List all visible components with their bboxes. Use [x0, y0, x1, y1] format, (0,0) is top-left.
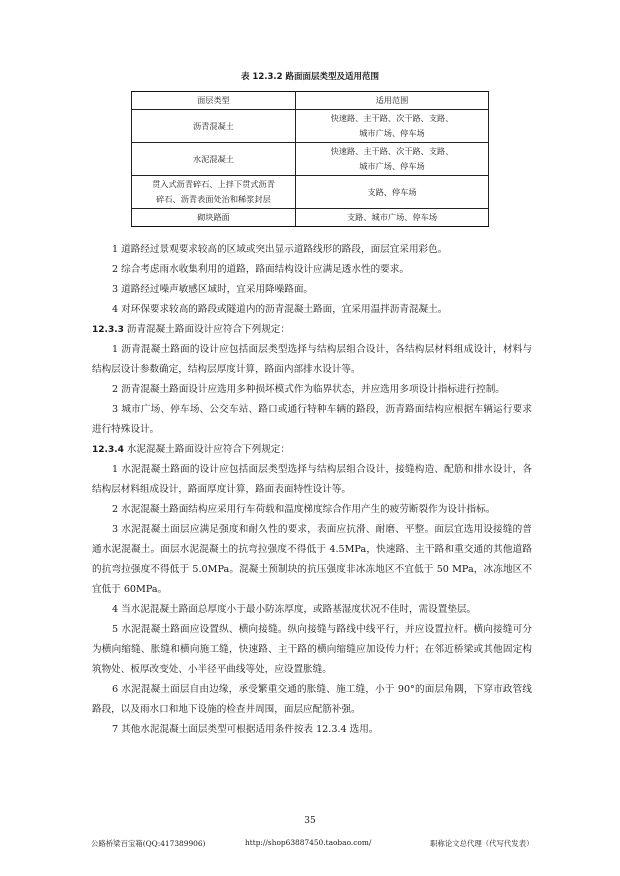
clause-item: 2 综合考虑雨水收集利用的道路，路面结构设计应满足透水性的要求。	[112, 264, 409, 275]
clause-number: 12.3.3	[92, 325, 124, 335]
clause-item: 3 水泥混凝土面层应满足强度和耐久性的要求，表面应抗滑、耐磨、平整。面层宜选用设接缝的普通水泥混凝土。面层水泥混凝土的抗弯拉强度不得低于 4.5MPa，快速路、主干路和重交通的其他道路的抗弯拉强度不得低于 5.0MPa。混凝土预制块的抗压强度非冰冻地区不宜低于 50 MPa，冰冻地区不宜低于 60MPa。	[92, 524, 532, 595]
cell-surface-type: 沥青混凝土	[132, 110, 296, 143]
footer-right-text: 职称论文总代理（代写代发表）	[430, 839, 534, 848]
footer-left-text: 公路桥梁百宝箱(QQ:417389906)	[91, 839, 206, 848]
body-text	[92, 240, 532, 740]
clause-item: 3 道路经过噪声敏感区域时，宜采用降噪路面。	[112, 284, 314, 295]
clause-heading	[92, 440, 532, 460]
cell-scope	[296, 143, 489, 176]
cell-surface-type: 水泥混凝土	[132, 143, 296, 176]
clause-item: 4 当水泥混凝土路面总厚度小于最小防冻厚度，或路基湿度状况不佳时，需设置垫层。	[112, 604, 477, 615]
surface-type-table	[131, 91, 489, 227]
type-line: 碎石、沥青表面处治和稀浆封层	[156, 194, 271, 204]
cell-scope: 支路、城市广场、停车场	[296, 209, 489, 227]
clause-item: 1 水泥混凝土路面的设计应包括面层类型选择与结构层组合设计，接缝构造、配筋和排水设计，各结构层材料组成设计，路面厚度计算，路面表面特性设计等。	[92, 464, 532, 495]
clause-item: 7 其他水泥混凝土面层类型可根据适用条件按表 12.3.4 选用。	[112, 724, 379, 735]
table-row	[132, 176, 489, 209]
clause-number: 12.3.4	[92, 445, 124, 455]
clause-heading	[92, 320, 532, 340]
cell-scope	[296, 110, 489, 143]
clause-item: 3 城市广场、停车场、公交车站、路口或通行特种车辆的路段，沥青路面结构应根据车辆运行要求进行特殊设计。	[92, 404, 532, 435]
scope-line: 快速路、主干路、次干路、支路、	[330, 146, 454, 156]
cell-surface-type: 砌块路面	[132, 209, 296, 227]
footer-center-url: http://shop63887450.taobao.com/	[245, 838, 372, 847]
clause-item: 4 对环保要求较高的路段或隧道内的沥青混凝土路面，宜采用温拌沥青混凝土。	[112, 304, 448, 315]
header-surface-type: 面层类型	[132, 92, 296, 110]
clause-item: 1 道路经过景观要求较高的区域或突出显示道路线形的路段，面层宜采用彩色。	[112, 244, 448, 255]
table-row	[132, 110, 489, 143]
scope-line: 快速路、主干路、次干路、支路、	[330, 113, 454, 123]
clause-heading-text: 水泥混凝土路面设计应符合下列规定：	[126, 444, 290, 455]
clause-heading-text: 沥青混凝土路面设计应符合下列规定：	[126, 324, 290, 335]
clause-item: 5 水泥混凝土路面应设置纵、横向接缝。纵向接缝与路线中线平行，并应设置拉杆。横向接缝可分为横向缩缝、胀缝和横向施工缝，快速路、主干路的横向缩缝应加设传力杆；在邻近桥梁或其他固定构筑物处、板厚改变处、小半径平曲线等处，应设置胀缝。	[92, 624, 532, 675]
page-number: 35	[304, 816, 316, 826]
header-scope: 适用范围	[296, 92, 489, 110]
scope-line: 城市广场、停车场	[359, 161, 425, 171]
scope-line: 城市广场、停车场	[359, 128, 425, 138]
clause-item: 2 沥青混凝土路面设计应选用多种损坏模式作为临界状态，并应选用多项设计指标进行控制。	[112, 384, 505, 395]
table-caption: 表 12.3.2 路面面层类型及适用范围	[240, 72, 380, 82]
type-line: 贯入式沥青碎石、上拌下贯式沥青	[152, 179, 275, 189]
cell-surface-type	[132, 176, 296, 209]
clause-item: 1 沥青混凝土路面的设计应包括面层类型选择与结构层组合设计，各结构层材料组成设计，材料与结构层设计参数确定，结构层厚度计算，路面内部排水设计等。	[92, 344, 532, 375]
table-row	[132, 209, 489, 227]
clause-item: 2 水泥混凝土路面结构应采用行车荷载和温度梯度综合作用产生的疲劳断裂作为设计指标。	[112, 504, 496, 515]
cell-scope: 支路、停车场	[296, 176, 489, 209]
clause-item: 6 水泥混凝土面层自由边缘，承受繁重交通的胀缝、施工缝，小于 90°的面层角隅，下穿市政管线路段，以及雨水口和地下设施的检查井周围，面层应配筋补强。	[92, 684, 532, 715]
table-header-row	[132, 92, 489, 110]
table-row	[132, 143, 489, 176]
